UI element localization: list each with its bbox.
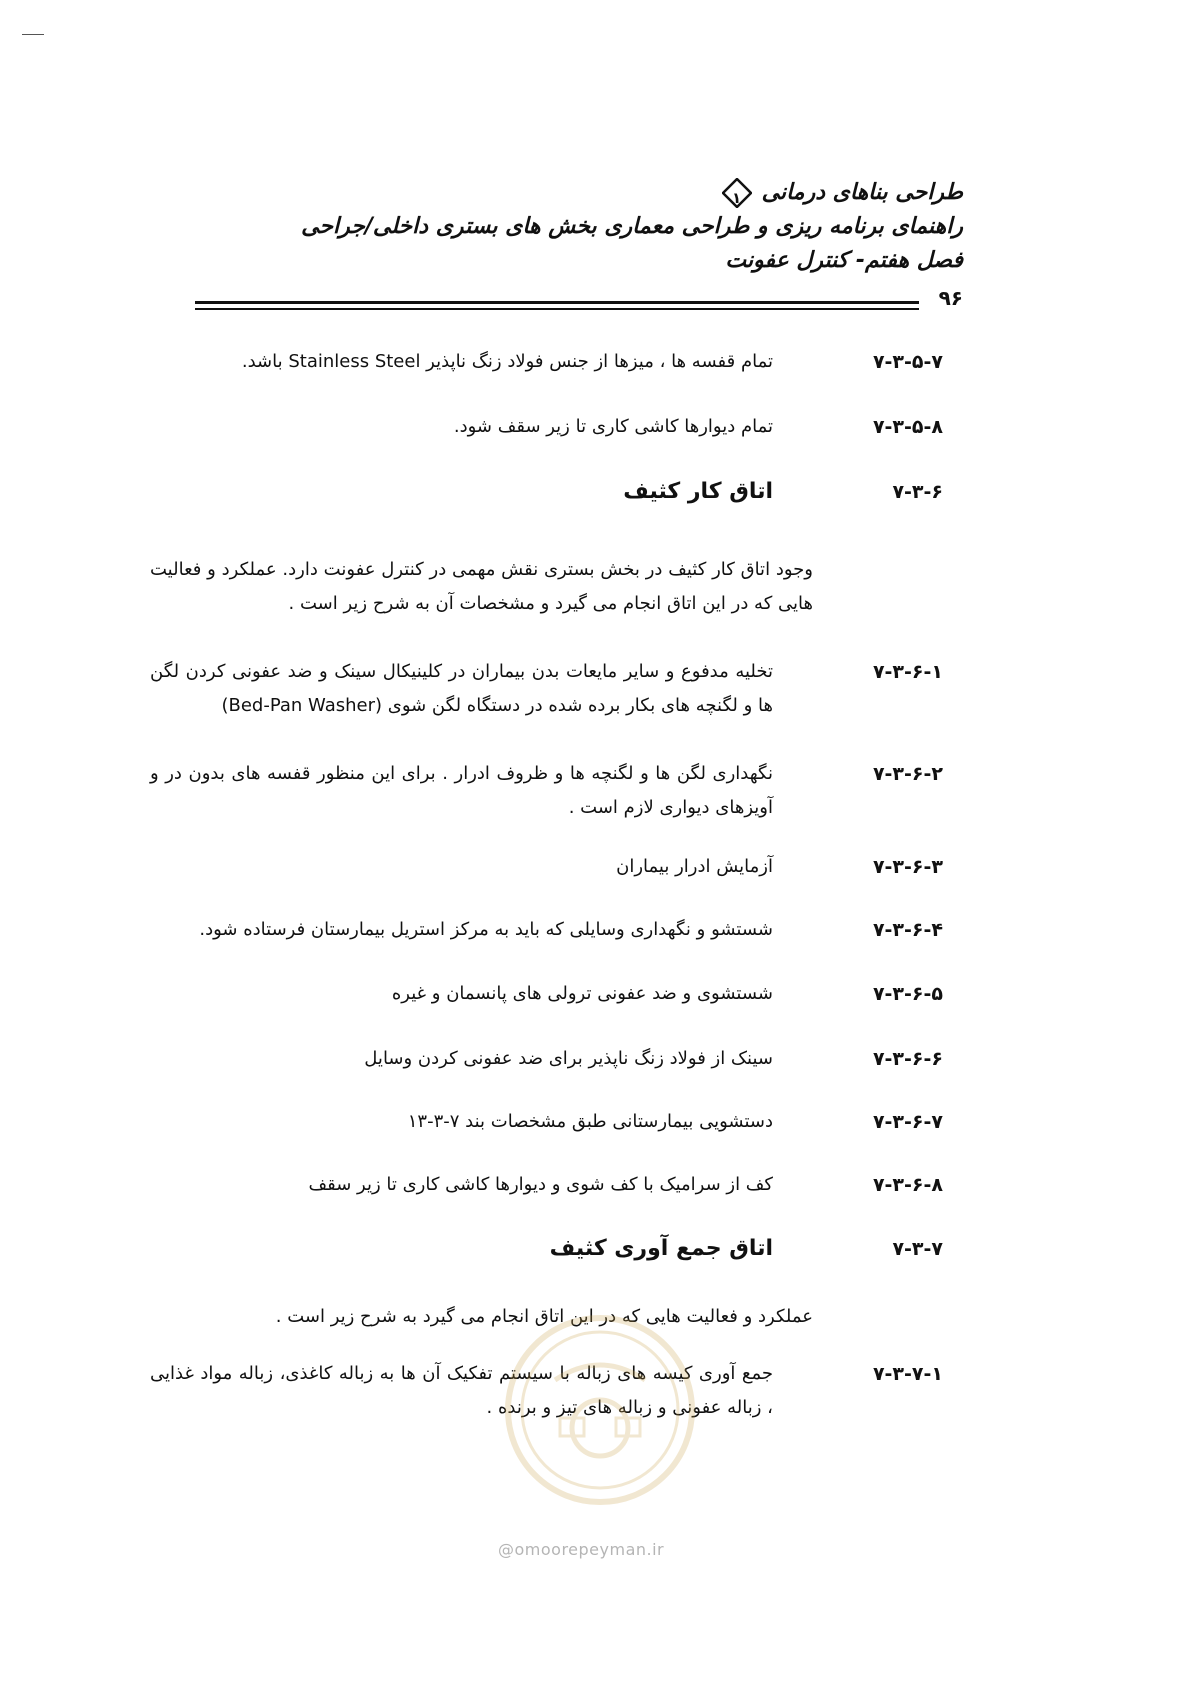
header-line-3: فصل هفتم- کنترل عفونت — [725, 248, 963, 273]
section-heading — [150, 475, 943, 509]
intro-paragraph: عملکرد و فعالیت هایی که در این اتاق انجام می گیرد به شرح زیر است . — [275, 1306, 813, 1327]
section-number: ۷-۳-۶-۶ — [872, 1048, 943, 1070]
volume-badge — [722, 178, 752, 208]
book-title: طراحی بناهای درمانی — [761, 180, 963, 205]
section-item — [150, 410, 943, 444]
section-number: ۷-۳-۶-۴ — [872, 919, 943, 941]
section-item — [150, 913, 943, 947]
section-text: کف از سرامیک با کف شوی و دیوارها کاشی کاری تا زیر سقف — [308, 1174, 773, 1195]
section-item — [150, 757, 943, 825]
section-heading-text: اتاق جمع آوری کثیف — [549, 1236, 773, 1261]
intro-paragraph: وجود اتاق کار کثیف در بخش بستری نقش مهمی در کنترل عفونت دارد. عملکرد و فعالیت هایی که در این اتاق انجام می گیرد و مشخصات آن به شرح زیر است . — [150, 559, 813, 614]
volume-number: ۱ — [732, 189, 742, 207]
header-line-2: راهنمای برنامه ریزی و طراحی معماری بخش های بستری داخلی/جراحی — [301, 214, 963, 239]
section-heading — [150, 1232, 943, 1266]
header-rule-thin — [195, 308, 919, 310]
section-number: ۷-۳-۶-۷ — [872, 1111, 943, 1133]
section-item — [150, 345, 943, 379]
page-number: ۹۶ — [938, 286, 963, 310]
section-text: نگهداری لگن ها و لگنچه ها و ظروف ادرار . برای این منظور قفسه های بدون در و آویزهای دیواری لازم است . — [150, 763, 773, 818]
section-item — [150, 1042, 943, 1076]
watermark-site: @omoorepeyman.ir — [498, 1540, 665, 1559]
section-number: ۷-۳-۶-۵ — [872, 983, 943, 1005]
section-text: سینک از فولاد زنگ ناپذیر برای ضد عفونی کردن وسایل — [364, 1048, 773, 1069]
section-number: ۷-۳-۶ — [892, 481, 943, 503]
watermark-seal-icon — [500, 1310, 700, 1510]
section-text: شستشوی و ضد عفونی ترولی های پانسمان و غیره — [391, 983, 773, 1004]
section-text: تمام دیوارها کاشی کاری تا زیر سقف شود. — [453, 416, 773, 437]
corner-mark — [22, 34, 44, 35]
section-number: ۷-۳-۶-۲ — [872, 763, 943, 785]
section-text: آزمایش ادرار بیماران — [616, 856, 773, 877]
header-rule-thick — [195, 301, 919, 304]
section-item — [150, 655, 943, 723]
page-header — [203, 176, 963, 278]
section-item — [150, 850, 943, 884]
section-text: تمام قفسه ها ، میزها از جنس فولاد زنگ ناپذیر Stainless Steel باشد. — [241, 351, 773, 372]
section-item — [150, 1105, 943, 1139]
section-item — [150, 1168, 943, 1202]
section-number: ۷-۳-۵-۸ — [872, 416, 943, 438]
section-item — [150, 977, 943, 1011]
section-text: جمع آوری کیسه های زباله با سیستم تفکیک آن ها به زباله کاغذی، زباله مواد غذایی ، زباله عفونی و زباله های تیز و برنده . — [150, 1363, 773, 1418]
header-line-1 — [203, 176, 963, 210]
section-heading-text: اتاق کار کثیف — [623, 479, 773, 504]
section-text: شستشو و نگهداری وسایلی که باید به مرکز استریل بیمارستان فرستاده شود. — [199, 919, 773, 940]
section-text: تخلیه مدفوع و سایر مایعات بدن بیماران در کلینیکال سینک و ضد عفونی کردن لگن ها و لگنچه های بکار برده شده در دستگاه لگن شوی (Bed-Pan Washer) — [150, 661, 773, 716]
section-number: ۷-۳-۶-۱ — [872, 661, 943, 683]
section-number: ۷-۳-۷ — [892, 1238, 943, 1260]
section-number: ۷-۳-۷-۱ — [872, 1363, 943, 1385]
section-number: ۷-۳-۶-۳ — [872, 856, 943, 878]
section-number: ۷-۳-۶-۸ — [872, 1174, 943, 1196]
section-text: دستشویی بیمارستانی طبق مشخصات بند ۷-۳-۱۳ — [407, 1111, 773, 1132]
section-number: ۷-۳-۵-۷ — [872, 351, 943, 373]
